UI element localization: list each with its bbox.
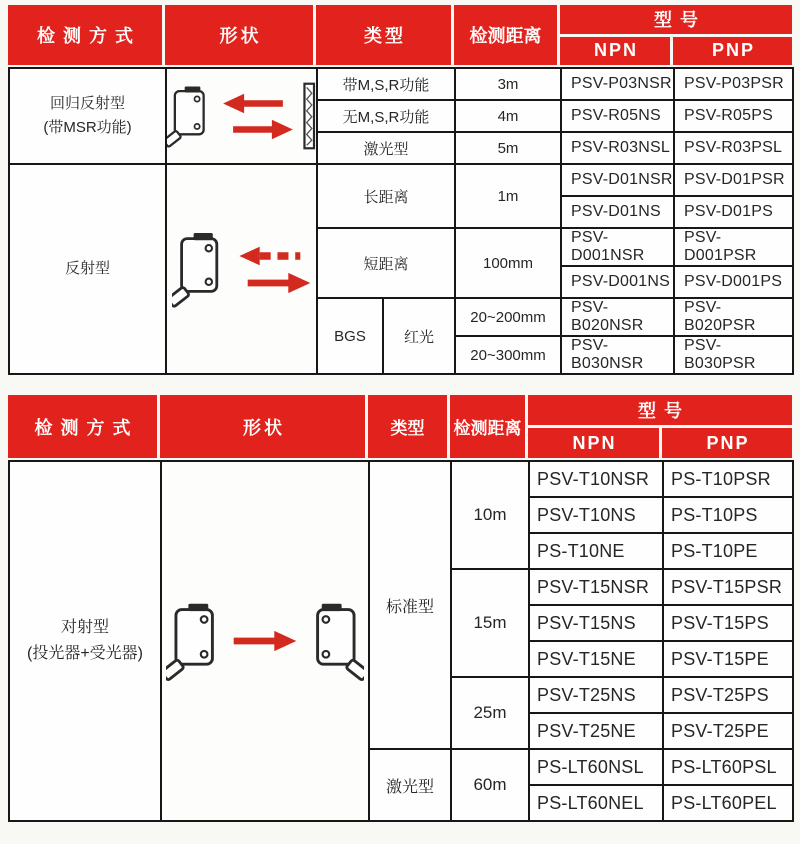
method-line1: 回归反射型 <box>49 95 125 112</box>
table1-header-row <box>8 5 792 65</box>
pnp-model-cell: PSV-D001PSR <box>674 228 793 266</box>
npn-model-cell: PSV-T10NSR <box>529 461 663 497</box>
table-row <box>9 68 793 100</box>
pnp-model-cell: PSV-T15PE <box>663 641 793 677</box>
table-row <box>9 461 793 497</box>
npn-model-cell: PSV-P03NSR <box>561 68 674 100</box>
distance-cell: 4m <box>455 100 561 132</box>
receiver-sensor-icon <box>306 598 364 684</box>
npn-model-cell: PSV-T15NE <box>529 641 663 677</box>
diffuse-reflective-beam-diagram-icon <box>167 227 316 311</box>
header-detection-method: 检测方式 <box>8 395 160 458</box>
npn-model-cell: PSV-R03NSL <box>561 132 674 164</box>
header-pnp: PNP <box>706 432 750 453</box>
tables-gap <box>8 375 792 395</box>
table-row <box>9 164 793 196</box>
header-model <box>560 5 792 65</box>
arrow-right-icon <box>247 272 311 294</box>
npn-model-cell: PSV-B030NSR <box>561 336 674 374</box>
pnp-model-cell: PS-LT60PSL <box>663 749 793 785</box>
method-line2: (投光器+受光器) <box>26 645 143 662</box>
pnp-model-cell: PSV-R03PSL <box>674 132 793 164</box>
npn-model-cell: PSV-D001NSR <box>561 228 674 266</box>
header-model-label: 型号 <box>560 5 792 37</box>
npn-model-cell: PSV-T15NS <box>529 605 663 641</box>
pnp-model-cell: PSV-T15PS <box>663 605 793 641</box>
type-cell: 无M,S,R功能 <box>317 100 455 132</box>
reflector-icon <box>303 78 316 154</box>
shape-cell <box>161 461 369 821</box>
pnp-model-cell: PSV-D001PS <box>674 266 793 298</box>
header-detection-method: 检测方式 <box>8 5 165 65</box>
pnp-model-cell: PSV-T25PS <box>663 677 793 713</box>
distance-cell: 20~200mm <box>455 298 561 336</box>
type-cell: 长距离 <box>317 164 455 228</box>
header-pnp: PNP <box>711 40 755 61</box>
npn-model-cell: PSV-T15NSR <box>529 569 663 605</box>
beam-arrows <box>222 93 294 140</box>
distance-cell: 20~300mm <box>455 336 561 374</box>
arrow-right-icon <box>232 119 294 140</box>
table1-body <box>8 67 794 375</box>
sensor-icon <box>167 77 213 155</box>
type-cell: 激光型 <box>369 749 451 821</box>
pnp-model-cell: PSV-P03PSR <box>674 68 793 100</box>
npn-model-cell: PSV-T25NS <box>529 677 663 713</box>
pnp-model-cell: PSV-R05PS <box>674 100 793 132</box>
npn-model-cell: PSV-B020NSR <box>561 298 674 336</box>
npn-model-cell: PSV-T10NS <box>529 497 663 533</box>
npn-model-cell: PS-T10NE <box>529 533 663 569</box>
header-model-label: 型号 <box>528 395 792 428</box>
distance-cell: 3m <box>455 68 561 100</box>
pnp-model-cell: PSV-B020PSR <box>674 298 793 336</box>
distance-cell: 60m <box>451 749 529 821</box>
npn-model-cell: PSV-D01NSR <box>561 164 674 196</box>
pnp-model-cell: PSV-D01PS <box>674 196 793 228</box>
sensor-icon <box>172 227 228 311</box>
npn-model-cell: PSV-D01NS <box>561 196 674 228</box>
distance-cell: 10m <box>451 461 529 569</box>
pnp-model-cell: PS-T10PSR <box>663 461 793 497</box>
through-beam-diagram-icon <box>162 598 368 684</box>
method-cell <box>9 461 161 821</box>
retroreflective-beam-diagram-icon <box>167 77 316 155</box>
header-npn: NPN <box>528 428 662 458</box>
method-line2: (带MSR功能) <box>43 119 132 136</box>
method-line1: 对射型 <box>60 619 109 637</box>
type-cell: 激光型 <box>317 132 455 164</box>
arrow-right-icon <box>233 630 297 652</box>
method-cell: 反射型 <box>9 164 166 374</box>
header-detection-distance: 检测距离 <box>450 395 528 458</box>
header-model-sub <box>560 37 792 66</box>
shape-cell <box>166 164 317 374</box>
distance-cell: 25m <box>451 677 529 749</box>
pnp-model-cell: PSV-D01PSR <box>674 164 793 196</box>
type-cell: 短距离 <box>317 228 455 298</box>
type-cell: 标准型 <box>369 461 451 749</box>
pnp-model-cell: PS-T10PS <box>663 497 793 533</box>
distance-cell: 15m <box>451 569 529 677</box>
shape-cell <box>166 68 317 164</box>
distance-cell: 1m <box>455 164 561 228</box>
table2-header-row <box>8 395 792 458</box>
table-retro-and-diffuse <box>8 5 792 375</box>
pnp-model-cell: PSV-T15PSR <box>663 569 793 605</box>
header-npn: NPN <box>560 37 673 66</box>
distance-cell: 5m <box>455 132 561 164</box>
distance-cell: 100mm <box>455 228 561 298</box>
header-shape: 形状 <box>160 395 368 458</box>
emitter-sensor-icon <box>166 598 224 684</box>
header-model-sub <box>528 428 792 458</box>
pnp-model-cell: PSV-T25PE <box>663 713 793 749</box>
npn-model-cell: PS-LT60NEL <box>529 785 663 821</box>
arrow-left-dashed-icon <box>237 245 301 267</box>
type-cell-bgs: BGS <box>317 298 383 374</box>
npn-model-cell: PSV-R05NS <box>561 100 674 132</box>
pnp-model-cell: PS-LT60PEL <box>663 785 793 821</box>
header-shape: 形状 <box>165 5 316 65</box>
method-cell <box>9 68 166 164</box>
pnp-model-cell: PSV-B030PSR <box>674 336 793 374</box>
header-detection-distance: 检测距离 <box>454 5 560 65</box>
header-type: 类型 <box>316 5 454 65</box>
header-model <box>528 395 792 458</box>
beam-arrows <box>237 245 311 294</box>
npn-model-cell: PS-LT60NSL <box>529 749 663 785</box>
header-type: 类型 <box>368 395 450 458</box>
table2-body <box>8 460 794 822</box>
npn-model-cell: PSV-D001NS <box>561 266 674 298</box>
arrow-left-icon <box>222 93 284 114</box>
type-cell-light: 红光 <box>383 298 455 374</box>
pnp-model-cell: PS-T10PE <box>663 533 793 569</box>
npn-model-cell: PSV-T25NE <box>529 713 663 749</box>
type-cell: 带M,S,R功能 <box>317 68 455 100</box>
table-through-beam <box>8 395 792 822</box>
